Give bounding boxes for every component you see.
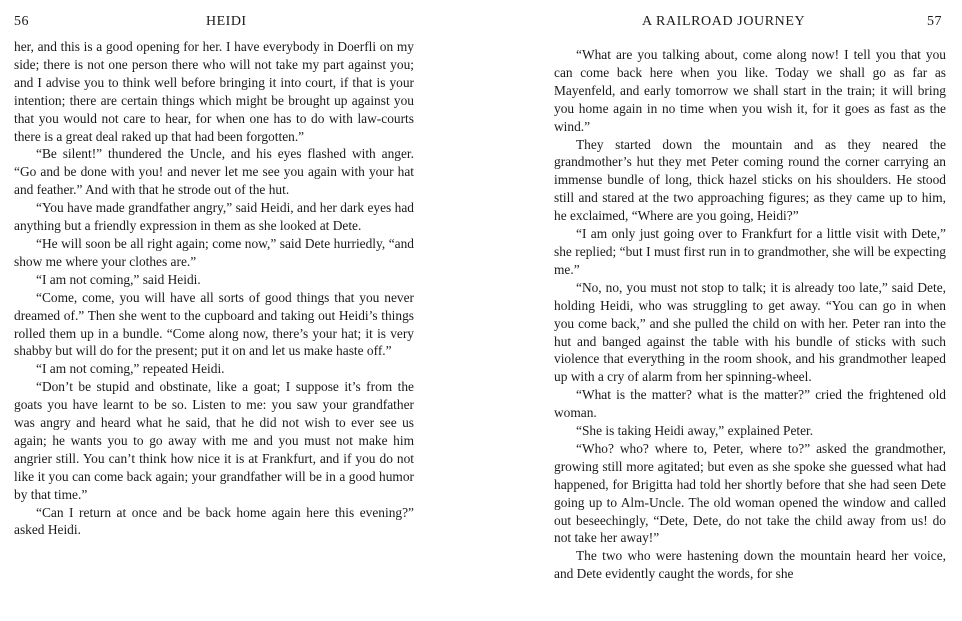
paragraph: “I am not coming,” said Heidi. xyxy=(36,271,201,287)
paragraph: “She is taking Heidi away,” explained Peter. xyxy=(576,423,814,439)
paragraph: The two who were hastening down the mountain heard her voice, and Dete evidently caught the words, for she xyxy=(554,548,946,582)
paragraph: her, and this is a good opening for her. I have everybody in Doerfli on my side; there is not one person there who will not take my part against you; and I advise you to think well before bringing it into court, if that is your intention; there are certain things which might be brought up against you that you would not care to hear, for when one has to do with law-courts there is a great deal raked up that had been forgotten.” xyxy=(14,39,414,144)
page-number: 56 xyxy=(14,14,29,29)
running-head: A RAILROAD JOURNEY xyxy=(642,14,806,29)
paragraph: They started down the mountain and as they neared the grandmother’s hut they met Peter coming round the corner carrying an immense bundle of long, thick hazel sticks on his shoulders. He stood still and stared at the two approaching figures; as they came up to him, he exclaimed, “Where are you going, Heidi?” xyxy=(554,136,946,224)
paragraph: “Don’t be stupid and obstinate, like a goat; I suppose it’s from the goats you have learnt to be so. Listen to me: you saw your grandfather was angry and heard what he said, that he did not wish to ever see us again; he wants you to go away with me and you must not make him angrier still. You can’t think how nice it is at Frankfurt, and if you do not like it you can come back again; your grandfather will be in a good humor by that time.” xyxy=(14,379,414,502)
paragraph: “No, no, you must not stop to talk; it is already too late,” said Dete, holding Heidi, who was struggling to get away. “You can go in when you come back,” and she pulled the child on with her. Peter ran into the hut and banged against the table with his bundle of sticks with such violence that everything in the room shook, and his grandmother leaped up with a cry of alarm from her spinning-wheel. xyxy=(554,279,946,385)
paragraph: “I am only just going over to Frankfurt for a little visit with Dete,” she replied; “but I must first run in to grandmother, she will be expecting me.” xyxy=(554,226,946,277)
page-body xyxy=(554,46,946,583)
running-head: HEIDI xyxy=(206,14,247,29)
paragraph: “He will soon be all right again; come now,” said Dete hurriedly, “and show me where your clothes are.” xyxy=(14,235,414,269)
paragraph: “Come, come, you will have all sorts of good things that you never dreamed of.” Then she went to the cupboard and taking out Heidi’s things rolled them up in a bundle. “Come along now, there’s your hat; it is very shabby but will do for the present; put it on and let us make haste off.” xyxy=(14,289,414,359)
paragraph: “Can I return at once and be back home again here this evening?” asked Heidi. xyxy=(14,504,414,538)
page-body xyxy=(14,38,414,539)
page-number: 57 xyxy=(927,14,942,29)
paragraph: “Who? who? where to, Peter, where to?” asked the grandmother, growing still more agitated; but even as she spoke she guessed what had happened, for Brigitta had told her shortly before that she had seen Dete going up to Alm-Uncle. The old woman opened the window and called out beseechingly, “Dete, Dete, do not take the child away from us! do not take her away!” xyxy=(554,440,946,546)
paragraph: “What are you talking about, come along now! I tell you that you can come back here when you like. Today we shall go as far as Mayenfeld, and early tomorrow we shall start in the train; it will bring you home again in no time when you wish it, for it goes as fast as the wind.” xyxy=(554,47,946,134)
right-page xyxy=(490,0,962,621)
paragraph: “I am not coming,” repeated Heidi. xyxy=(36,361,225,377)
paragraph: “You have made grandfather angry,” said Heidi, and her dark eyes had anything but a friendly expression in them as she looked at Dete. xyxy=(14,200,414,234)
paragraph: “What is the matter? what is the matter?” cried the frightened old woman. xyxy=(554,387,946,421)
paragraph: “Be silent!” thundered the Uncle, and his eyes flashed with anger. “Go and be done with you! and never let me see you again with your hat and feather.” And with that he strode out of the hut. xyxy=(14,146,414,198)
